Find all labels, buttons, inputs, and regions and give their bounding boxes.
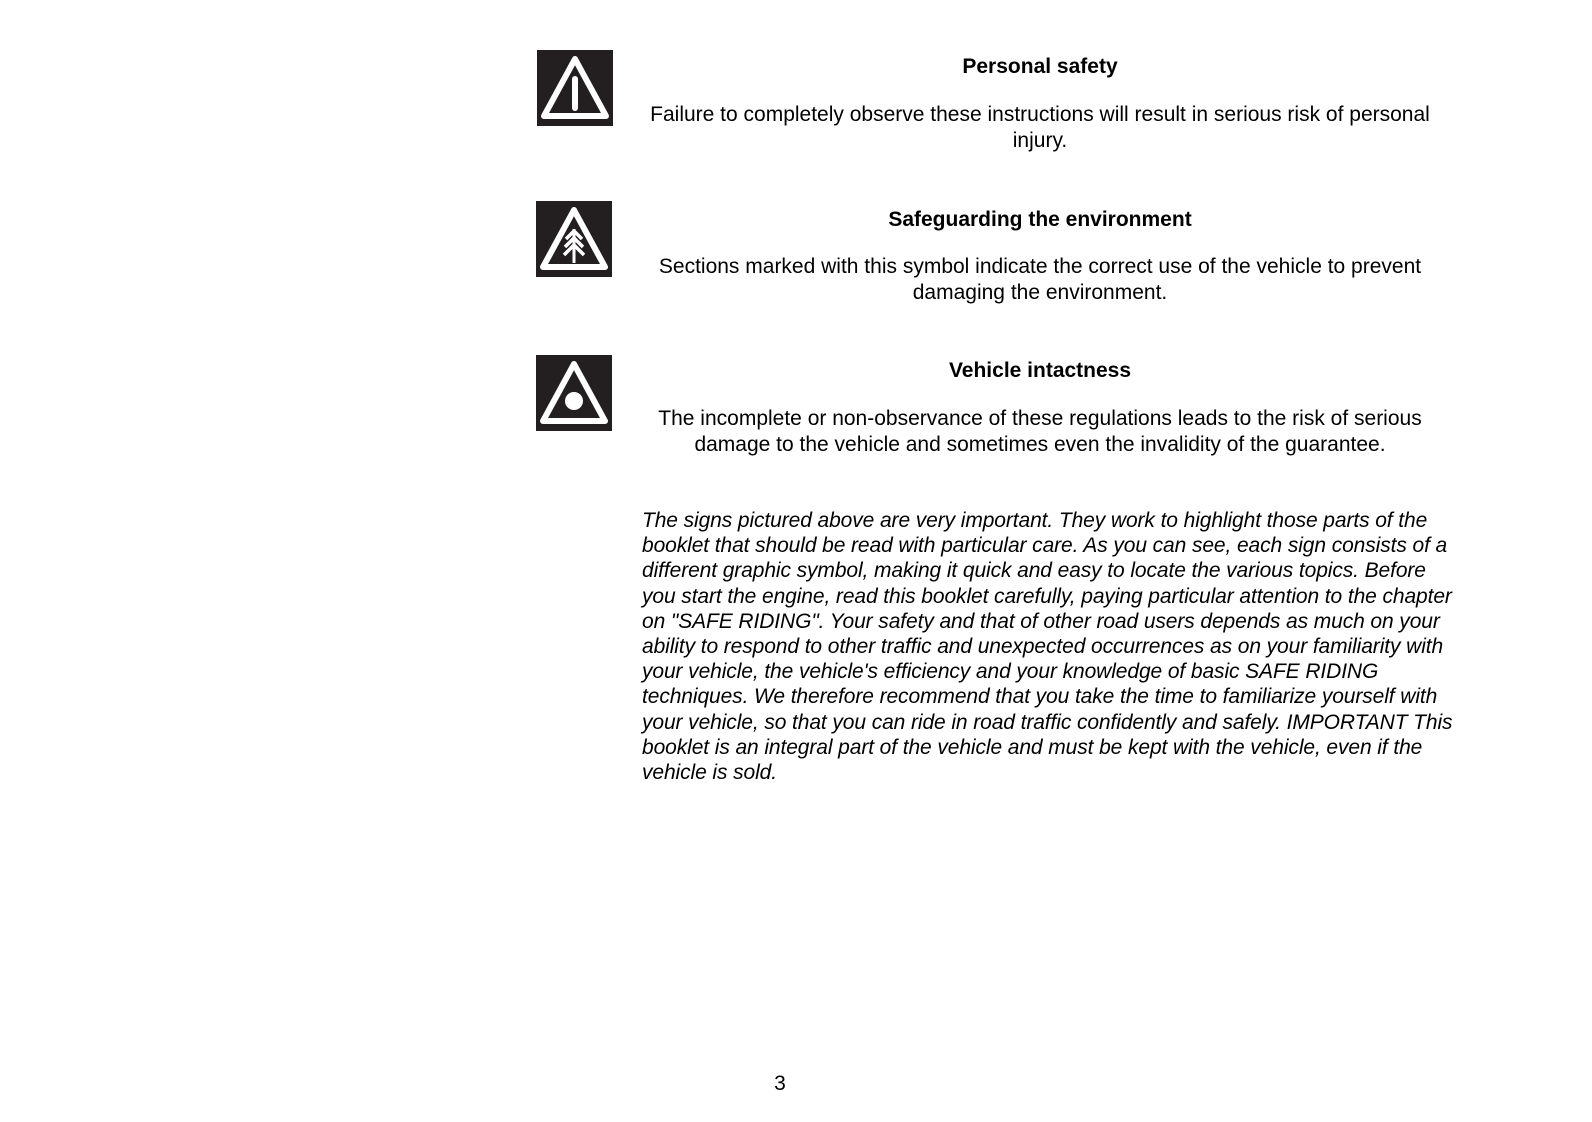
personal-safety-description: Failure to completely observe these instructions will result in serious risk of personal injury.	[650, 103, 1430, 152]
vehicle-intactness-description: The incomplete or non-observance of these regulations leads to the risk of serious damage to the vehicle and sometimes even the invalidity of the guarantee.	[658, 407, 1422, 456]
vehicle-intactness-title: Vehicle intactness	[948, 359, 1132, 382]
personal-safety-warning-icon	[537, 50, 613, 126]
environment-description: Sections marked with this symbol indicate the correct use of the vehicle to prevent damaging the environment.	[658, 255, 1422, 304]
page-number: 3	[774, 1072, 786, 1095]
personal-safety-title: Personal safety	[962, 55, 1118, 78]
environment-tree-warning-icon	[536, 201, 612, 277]
booklet-intro-paragraph: The signs pictured above are very important. They work to highlight those parts of the booklet that should be read with particular care. As you can see, each sign consists of a different graphic symbol, making it quick and easy to locate the various topics. Before you start the engine, read this booklet carefully, paying particular attention to the chapter on "SAFE RIDING". Your safety and that of other road users depends as much on your ability to respond to other traffic and unexpected occurrences as on your familiarity with your vehicle, the vehicle's efficiency and your knowledge of basic SAFE RIDING techniques. We therefore recommend that you take the time to familiarize yourself with your vehicle, so that you can ride in road traffic confidently and safely. IMPORTANT This booklet is an integral part of the vehicle and must be kept with the vehicle, even if the vehicle is sold.	[642, 509, 1453, 785]
environment-title: Safeguarding the environment	[888, 208, 1192, 231]
vehicle-intactness-warning-icon	[536, 355, 612, 431]
